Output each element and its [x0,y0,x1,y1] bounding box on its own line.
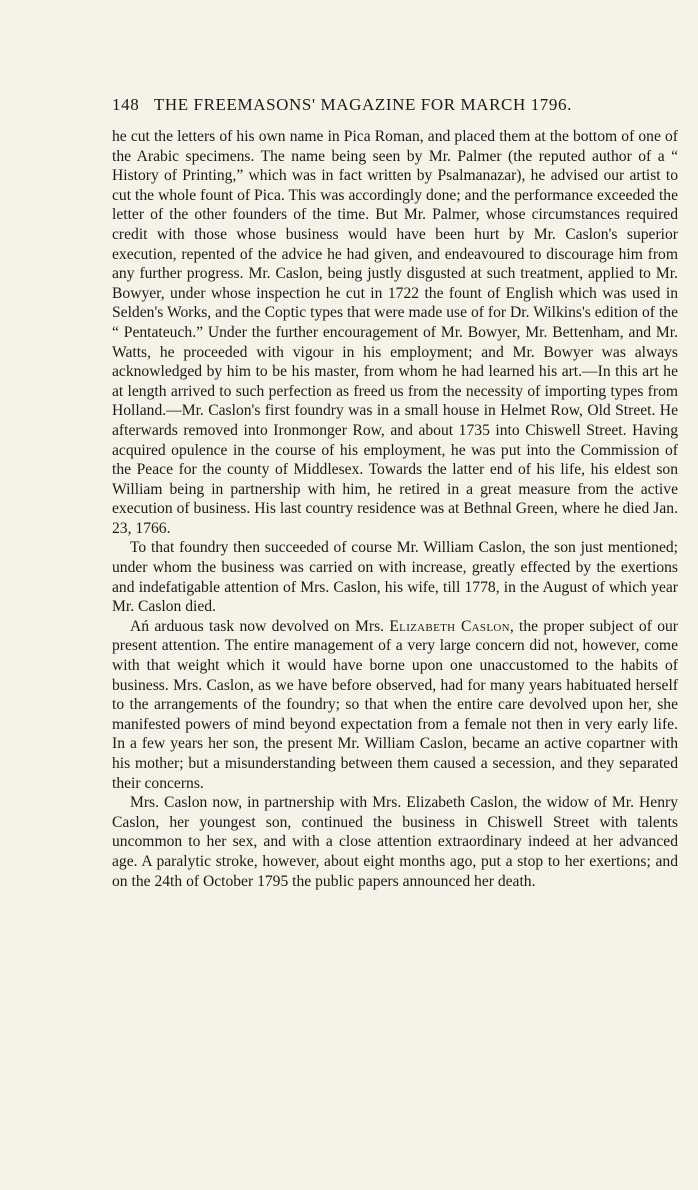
running-header [112,95,678,115]
paragraph-william-caslon: To that foundry then succeeded of course Mr. William Caslon, the son just mentioned; under whom the business was carried on with increase, greatly effected by the exertions and indefatigable attention of Mrs. Caslon, his wife, till 1778, in the August of which year Mr. Caslon died. [112,539,678,616]
paragraph-elizabeth-caslon [112,617,678,793]
paragraph-lead: Ań arduous task now devolved on Mrs. [130,617,385,635]
paragraph-partnership: Mrs. Caslon now, in partnership with Mrs. Elizabeth Caslon, the widow of Mr. Henry Caslon, her youngest son, continued the business in Chiswell Street with talents uncommon to her sex, and with a close attention extraordinary indeed at her advanced age. A paralytic stroke, however, about eight months ago, put a stop to her exertions; and on the 24th of October 1795 the public papers announced her death. [112,794,678,890]
subject-name: Elizabeth Caslon [389,617,510,635]
page-number: 148 [112,95,140,114]
running-title: THE FREEMASONS' MAGAZINE FOR MARCH 1796. [153,95,572,114]
article-body [112,127,678,891]
paragraph-continued: he cut the letters of his own name in Pica Roman, and placed them at the bottom of one of the Arabic specimens. The name being seen by Mr. Palmer (the reputed author of a “ History of Printing,” which was in fact written by Psalmanazar), he advised our artist to cut the whole fount of Pica. This was accordingly done; and the performance exceeded the letter of the other founders of the time. But Mr. Palmer, whose circumstances required credit with those whose business would have been hurt by Mr. Caslon's superior execution, repented of the advice he had given, and endeavoured to discourage him from any further progress. Mr. Caslon, being justly disgusted at such treatment, applied to Mr. Bowyer, under whose inspection he cut in 1722 the fount of English which was used in Selden's Works, and the Coptic types that were made use of for Dr. Wilkins's edition of the “ Pentateuch.” Under the further encouragement of Mr. Bowyer, Mr. Bettenham, and Mr. Watts, he proceeded with vigour in his employment; and Mr. Bowyer was always acknowledged by him to be his master, from whom he had learned his art.—In this art he at length arrived to such perfection as freed us from the necessity of importing types from Holland.—Mr. Caslon's first foundry was in a small house in Helmet Row, Old Street. He afterwards removed into Ironmonger Row, and about 1735 into Chiswell Street. Having acquired opulence in the course of his employment, he was put into the Commission of the Peace for the county of Middlesex. Towards the latter end of his life, his eldest son William being in partnership with him, he retired in a great measure from the active execution of business. His last country residence was at Bethnal Green, where he died Jan. 23, 1766. [112,128,678,537]
paragraph-rest: , the proper subject of our present attention. The entire management of a very large concern did not, however, come with that weight which it would have borne upon one unaccustomed to the habits of business. Mrs. Caslon, as we have before observed, had for many years habituated herself to the arrangements of the foundry; so that when the entire care devolved upon her, she manifested powers of mind beyond expectation from a female not then in very early life. In a few years her son, the present Mr. William Caslon, became an active copartner with his mother; but a misunderstanding between them caused a secession, and they separated their concerns. [112,617,678,792]
